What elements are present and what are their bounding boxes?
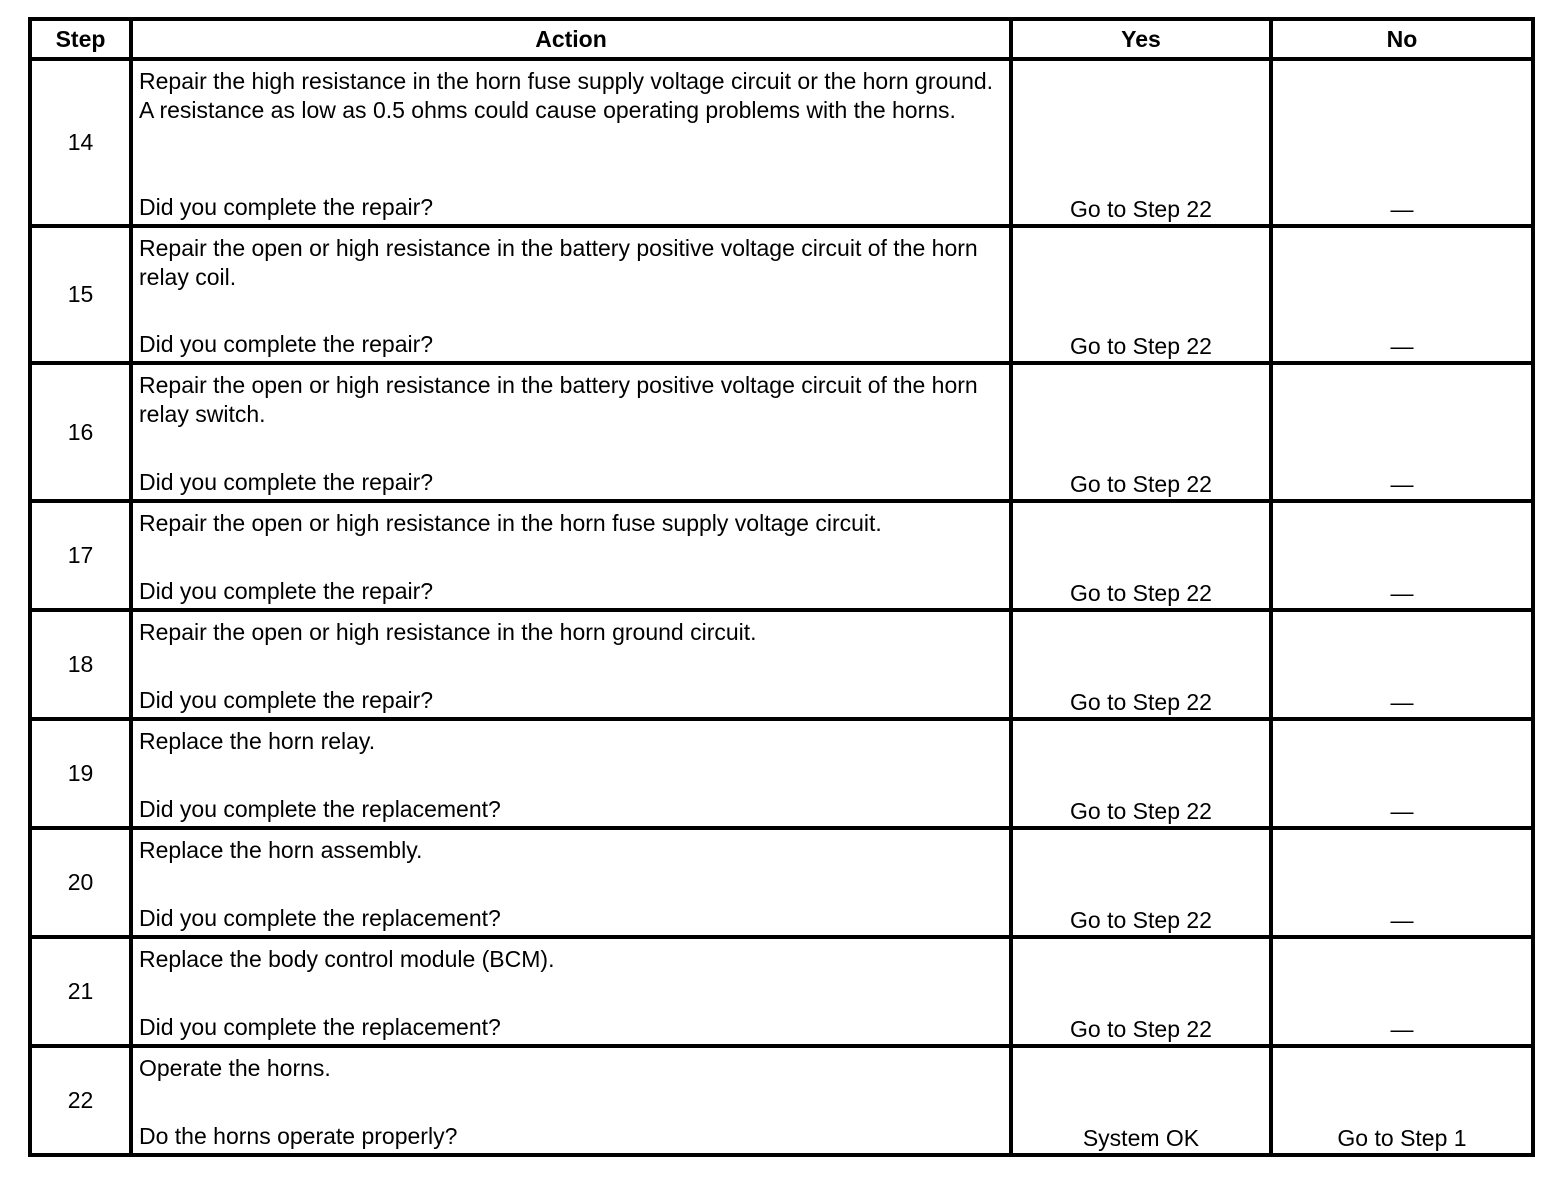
table-row — [30, 363, 1533, 501]
action-instruction: Repair the open or high resistance in the battery positive voltage circuit of the horn relay switch. — [139, 372, 978, 427]
step-number: 18 — [30, 610, 131, 719]
step-number: 21 — [30, 937, 131, 1046]
yes-result: Go to Step 22 — [1011, 610, 1271, 719]
yes-result: System OK — [1011, 1046, 1271, 1155]
header-no: No — [1271, 19, 1533, 59]
no-result: — — [1271, 501, 1533, 610]
table-row — [30, 1046, 1533, 1155]
action-question: Did you complete the repair? — [139, 469, 434, 495]
action-cell — [131, 363, 1011, 501]
action-cell — [131, 610, 1011, 719]
yes-result: Go to Step 22 — [1011, 719, 1271, 828]
action-instruction: Repair the high resistance in the horn fuse supply voltage circuit or the horn ground. A resistance as low as 0.5 ohms could cause operating problems with the horns. — [139, 68, 994, 123]
action-question: Did you complete the repair? — [139, 687, 434, 713]
step-number: 15 — [30, 226, 131, 363]
no-result: — — [1271, 363, 1533, 501]
action-instruction: Repair the open or high resistance in the horn fuse supply voltage circuit. — [139, 510, 882, 536]
action-instruction: Repair the open or high resistance in the battery positive voltage circuit of the horn relay coil. — [139, 235, 978, 290]
action-question: Did you complete the repair? — [139, 194, 434, 220]
no-result: — — [1271, 59, 1533, 226]
action-question: Did you complete the repair? — [139, 331, 434, 357]
step-number: 16 — [30, 363, 131, 501]
action-cell — [131, 59, 1011, 226]
table-row — [30, 501, 1533, 610]
no-result: — — [1271, 937, 1533, 1046]
header-action: Action — [131, 19, 1011, 59]
no-result: — — [1271, 719, 1533, 828]
action-question: Did you complete the replacement? — [139, 1014, 501, 1040]
action-instruction: Replace the horn assembly. — [139, 837, 423, 863]
no-result: — — [1271, 828, 1533, 937]
action-question: Did you complete the repair? — [139, 578, 434, 604]
action-question: Did you complete the replacement? — [139, 796, 501, 822]
yes-result: Go to Step 22 — [1011, 363, 1271, 501]
table-row — [30, 719, 1533, 828]
no-result: — — [1271, 226, 1533, 363]
step-number: 14 — [30, 59, 131, 226]
table-row — [30, 828, 1533, 937]
action-cell — [131, 1046, 1011, 1155]
action-cell — [131, 501, 1011, 610]
step-number: 19 — [30, 719, 131, 828]
action-instruction: Operate the horns. — [139, 1055, 331, 1081]
action-question: Did you complete the replacement? — [139, 905, 501, 931]
step-number: 20 — [30, 828, 131, 937]
action-cell — [131, 828, 1011, 937]
action-cell — [131, 937, 1011, 1046]
action-instruction: Replace the horn relay. — [139, 728, 376, 754]
header-yes: Yes — [1011, 19, 1271, 59]
table-row — [30, 937, 1533, 1046]
diagnostic-table — [28, 17, 1535, 1157]
yes-result: Go to Step 22 — [1011, 501, 1271, 610]
action-instruction: Repair the open or high resistance in the horn ground circuit. — [139, 619, 757, 645]
header-row — [30, 19, 1533, 59]
yes-result: Go to Step 22 — [1011, 937, 1271, 1046]
yes-result: Go to Step 22 — [1011, 226, 1271, 363]
step-number: 17 — [30, 501, 131, 610]
table-row — [30, 610, 1533, 719]
action-cell — [131, 226, 1011, 363]
action-question: Do the horns operate properly? — [139, 1123, 458, 1149]
header-step: Step — [30, 19, 131, 59]
step-number: 22 — [30, 1046, 131, 1155]
table-row — [30, 59, 1533, 226]
no-result: Go to Step 1 — [1271, 1046, 1533, 1155]
yes-result: Go to Step 22 — [1011, 59, 1271, 226]
no-result: — — [1271, 610, 1533, 719]
yes-result: Go to Step 22 — [1011, 828, 1271, 937]
action-instruction: Replace the body control module (BCM). — [139, 946, 555, 972]
action-cell — [131, 719, 1011, 828]
table-row — [30, 226, 1533, 363]
